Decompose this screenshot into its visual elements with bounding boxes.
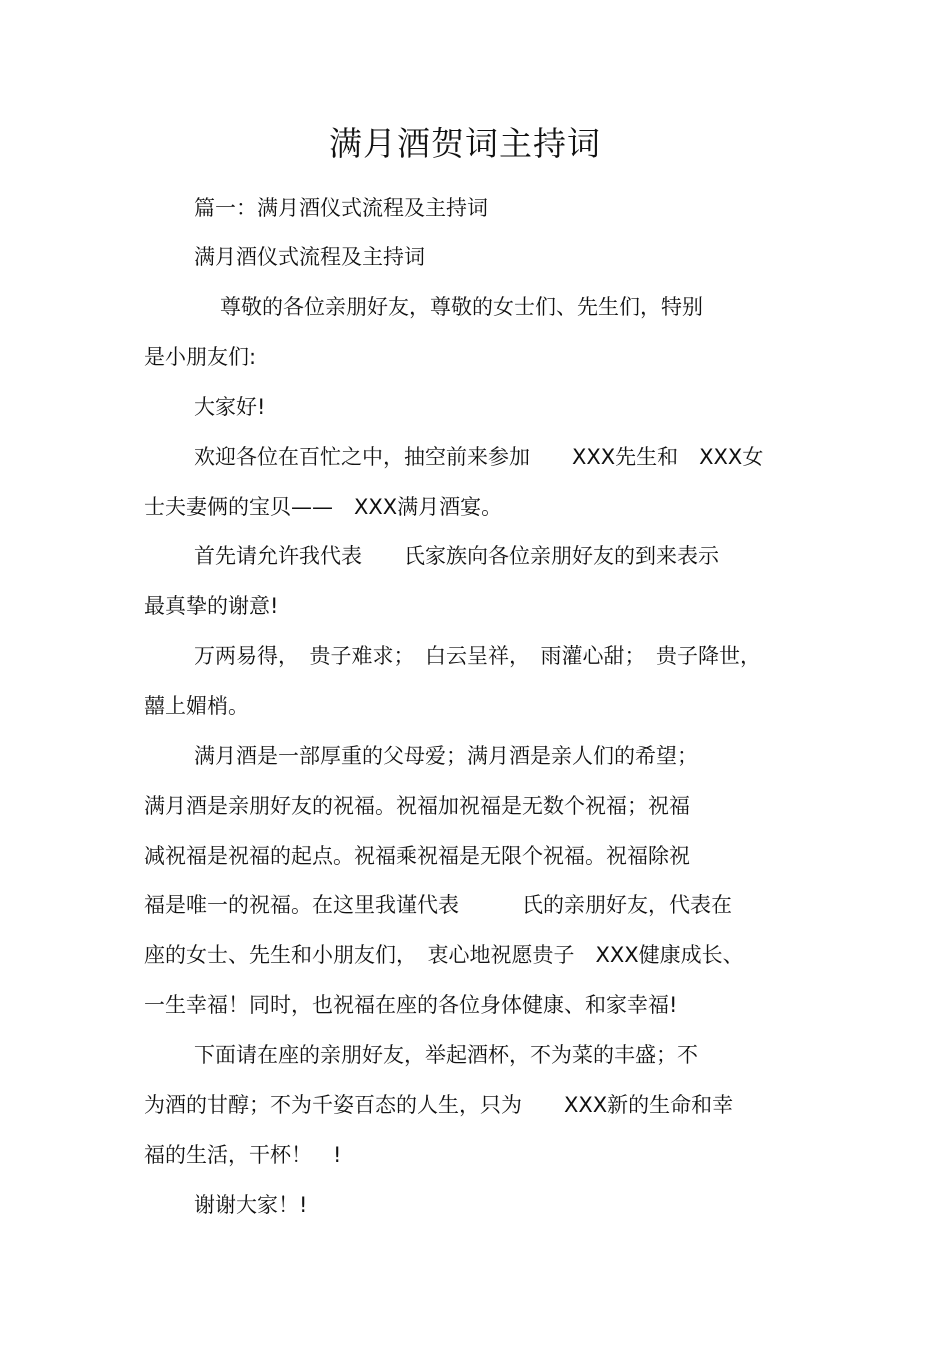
text-line: 士夫妻俩的宝贝—— XXX满月酒宴。 (144, 495, 503, 519)
text-line: 万两易得， 贵子难求； 白云呈祥， 雨灌心甜； 贵子降世， (194, 644, 761, 668)
text-line: 满月酒仪式流程及主持词 (194, 245, 425, 269)
text-line: 减祝福是祝福的起点。祝福乘祝福是无限个祝福。祝福除祝 (144, 844, 690, 868)
text-line: 谢谢大家！! (194, 1193, 308, 1217)
text-line: 为酒的甘醇；不为千姿百态的人生，只为 XXX新的生命和幸 (144, 1093, 734, 1117)
text-line: 首先请允许我代表 氏家族向各位亲朋好友的到来表示 (194, 544, 719, 568)
text-line: 欢迎各位在百忙之中，抽空前来参加 XXX先生和 XXX女 (194, 445, 764, 469)
text-line: 是小朋友们: (144, 345, 257, 369)
text-line: 下面请在座的亲朋好友，举起酒杯，不为菜的丰盛；不 (194, 1043, 698, 1067)
document-title: 满月酒贺词主持词 (329, 124, 601, 163)
text-line: 最真挚的谢意! (144, 594, 279, 618)
text-line: 满月酒是一部厚重的父母爱；满月酒是亲人们的希望； (194, 744, 698, 768)
text-line: 满月酒是亲朋好友的祝福。祝福加祝福是无数个祝福；祝福 (144, 794, 690, 818)
text-line: 福的生活，干杯！ ! (144, 1143, 342, 1167)
text-line: 尊敬的各位亲朋好友，尊敬的女士们、先生们，特别 (220, 295, 703, 319)
text-line: 篇一：满月酒仪式流程及主持词 (194, 196, 488, 220)
text-line: 大家好! (194, 395, 266, 419)
text-line: 一生幸福！同时，也祝福在座的各位身体健康、和家幸福! (144, 993, 678, 1017)
text-line: 座的女士、先生和小朋友们， 衷心地祝愿贵子 XXX健康成长、 (144, 943, 744, 967)
text-line: 囍上媚梢。 (144, 694, 249, 718)
text-line: 福是唯一的祝福。在这里我谨代表 氏的亲朋好友，代表在 (144, 893, 732, 917)
